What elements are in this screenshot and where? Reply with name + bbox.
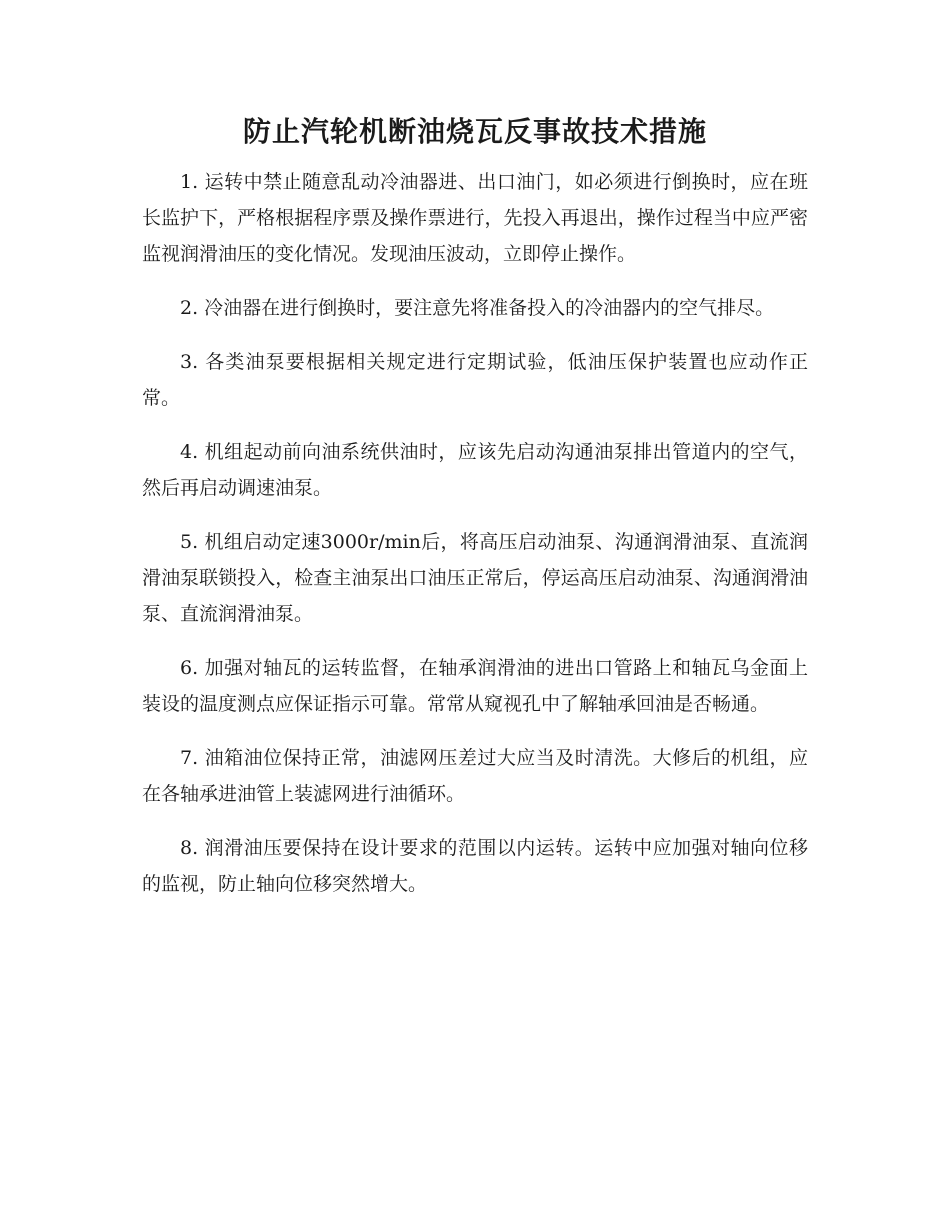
document-title: 防止汽轮机断油烧瓦反事故技术措施 xyxy=(242,115,707,148)
paragraph-2: 2. 冷油器在进行倒换时，要注意先将准备投入的冷油器内的空气排尽。 xyxy=(180,297,775,319)
paragraph-1: 1. 运转中禁止随意乱动冷油器进、出口油门，如必须进行倒换时，应在班长监护下，严格根据程序票及操作票进行，先投入再退出，操作过程当中应严密监视润滑油压的变化情况。发现油压波动，立即停止操作。 xyxy=(142,171,808,265)
paragraph-3: 3. 各类油泵要根据相关规定进行定期试验，低油压保护装置也应动作正常。 xyxy=(142,351,808,409)
paragraph-7: 7. 油箱油位保持正常，油滤网压差过大应当及时清洗。大修后的机组，应在各轴承进油管上装滤网进行油循环。 xyxy=(142,747,808,805)
paragraph-5: 5. 机组启动定速3000r/min后，将高压启动油泵、沟通润滑油泵、直流润滑油泵联锁投入，检查主油泵出口油压正常后，停运高压启动油泵、沟通润滑油泵、直流润滑油泵。 xyxy=(142,531,808,625)
paragraph-4: 4. 机组起动前向油系统供油时，应该先启动沟通油泵排出管道内的空气，然后再启动调速油泵。 xyxy=(142,441,808,499)
paragraph-6: 6. 加强对轴瓦的运转监督，在轴承润滑油的进出口管路上和轴瓦乌金面上装设的温度测点应保证指示可靠。常常从窥视孔中了解轴承回油是否畅通。 xyxy=(142,657,808,715)
paragraph-8: 8. 润滑油压要保持在设计要求的范围以内运转。运转中应加强对轴向位移的监视，防止轴向位移突然增大。 xyxy=(142,837,808,895)
